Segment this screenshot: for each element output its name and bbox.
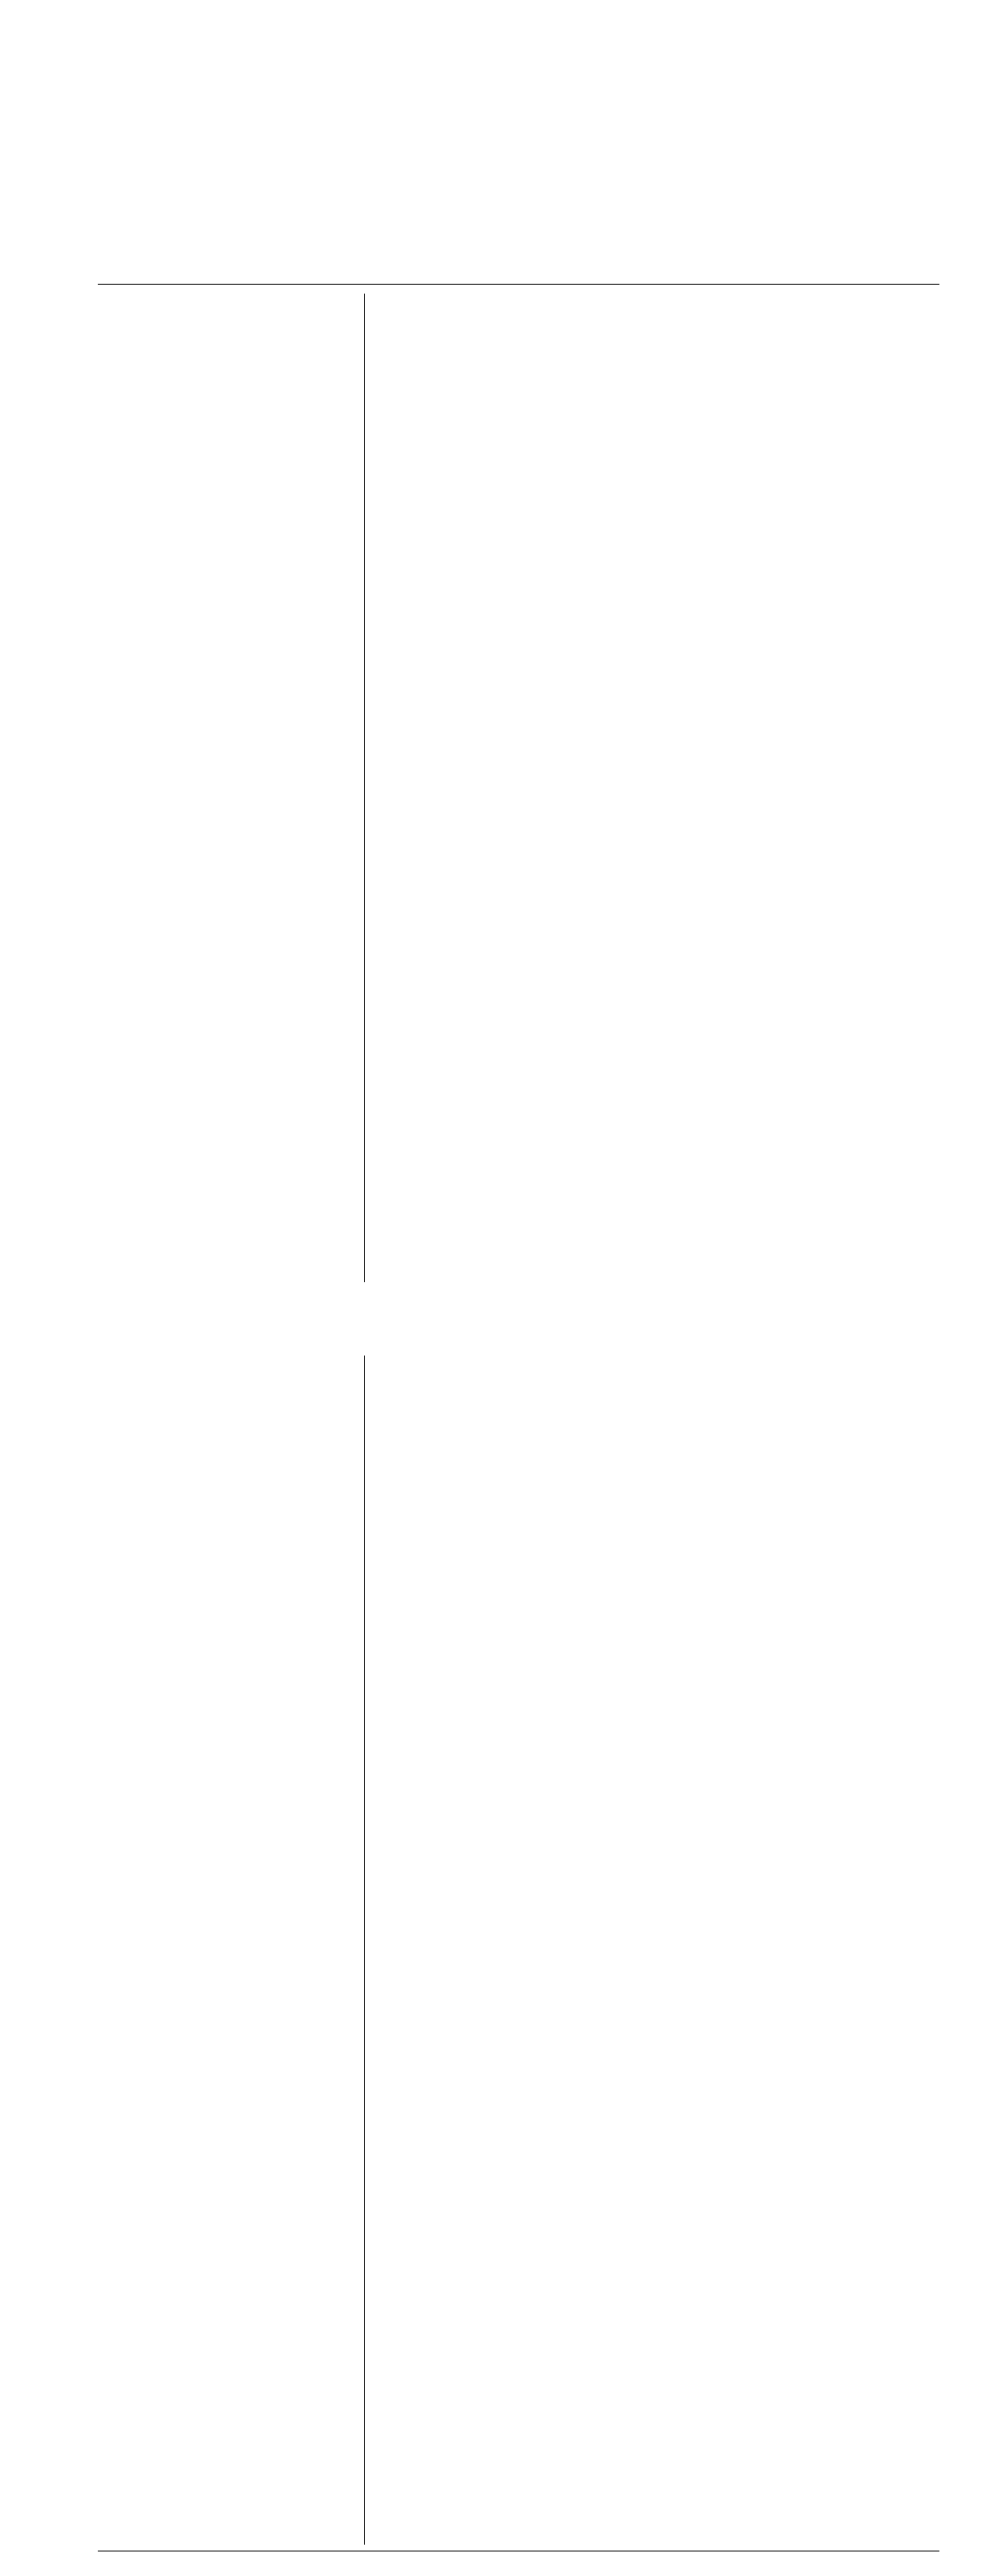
column-divider-top [364, 294, 365, 1282]
column-divider-bottom [364, 1356, 365, 2545]
header-divider [98, 284, 939, 285]
issue-info [98, 241, 184, 265]
footer-divider [98, 2551, 939, 2552]
